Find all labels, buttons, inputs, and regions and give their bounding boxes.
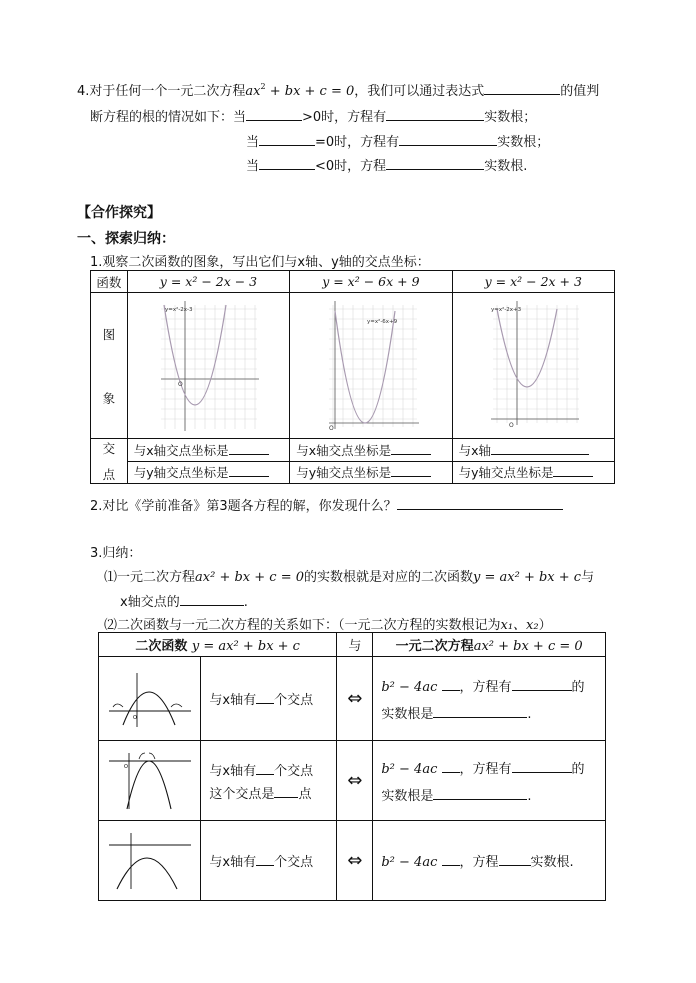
q4-cond2: =0时，方程有	[315, 135, 400, 150]
t1-xint-3: 与x轴	[452, 439, 614, 462]
t2-r3-arrow: ⇔	[337, 821, 373, 901]
t1-yint-1: 与y轴交点坐标是	[127, 461, 289, 484]
t1-graph-char2: 象	[102, 390, 116, 406]
t2-h1: 二次函数 y = ax² + bx + c	[99, 633, 337, 657]
t2-r1-count-blank[interactable]	[256, 690, 274, 704]
t2-r3-count-blank[interactable]	[256, 852, 274, 866]
q4-mid: ，我们可以通过表达式	[354, 84, 485, 99]
p1-a: ⑴一元二次方程	[104, 570, 196, 585]
graph-parabola-2	[321, 297, 421, 435]
t2-h3: 一元二次方程ax² + bx + c = 0	[373, 633, 606, 657]
p1-d: x轴交点的	[120, 595, 180, 610]
graph-parabola-1	[153, 297, 263, 435]
t1-xint-3-blank[interactable]	[491, 441, 589, 455]
t2-r1-sign-blank[interactable]	[442, 677, 460, 691]
item2-line	[90, 495, 563, 514]
q4-cond1: >0时，方程有	[302, 110, 387, 125]
t1-xint-2-blank[interactable]	[391, 441, 431, 455]
t1-header-label: 函数	[91, 271, 128, 293]
q4-line3	[246, 131, 549, 150]
t1-int-char1: 交	[102, 441, 116, 456]
p2-b: ）	[538, 618, 552, 633]
t2-r2-count-blank[interactable]	[256, 761, 274, 775]
graph-label-2: y=x²-6x+9	[366, 318, 398, 325]
p1-eq1: ax² + bx + c = 0	[195, 570, 304, 585]
svg-text:O: O	[123, 763, 128, 770]
table-relation	[98, 632, 606, 901]
p2-roots: x₁、x₂	[500, 618, 539, 633]
q4-blank-result3[interactable]	[386, 156, 484, 170]
t2-r2-right: b² − 4ac ，方程有 的 实数根是 .	[373, 741, 606, 821]
t2-r1-arrow: ⇔	[337, 657, 373, 741]
q4-blank-result1[interactable]	[386, 107, 484, 121]
p1-line2: x轴交点的 .	[120, 591, 248, 610]
q4-equation: $ax^2$ + bx + c = 0	[245, 82, 355, 99]
t2-r2-mid: 与x轴有 个交点 这个交点是 点	[201, 741, 337, 821]
q4-blank-cond3[interactable]	[259, 156, 315, 170]
p1-line1	[104, 566, 594, 585]
item2-blank[interactable]	[397, 496, 563, 510]
p2-line	[104, 614, 552, 633]
t2-r3-right: b² − 4ac ，方程 实数根.	[373, 821, 606, 901]
t2-r1-graph	[99, 657, 201, 741]
p2-a: ⑵二次函数与一元二次方程的关系如下：（一元二次方程的实数根记为	[104, 618, 501, 633]
t2-r2-point-blank[interactable]	[274, 784, 298, 798]
t2-h2: 与	[337, 633, 373, 657]
t2-r2-graph	[99, 741, 201, 821]
p1-blank[interactable]	[180, 592, 244, 606]
t1-yint-1-blank[interactable]	[229, 463, 269, 477]
section-title: 【合作探究】	[77, 205, 161, 221]
grid-3	[493, 305, 579, 423]
t1-xint-1-blank[interactable]	[229, 441, 269, 455]
q4-tail2: 实数根；	[497, 135, 550, 150]
graph-label-3: y=x²-2x+3	[491, 306, 522, 313]
t2-r1-right: b² − 4ac ，方程有 的 实数根是 .	[373, 657, 606, 741]
parabola-curve-2	[335, 311, 395, 423]
sketch-one-root	[105, 751, 195, 811]
t1-xint-2: 与x轴交点坐标是	[290, 439, 452, 462]
origin-label-2: O	[328, 424, 334, 432]
t2-r3-sign-blank[interactable]	[442, 852, 460, 866]
q4-tail3: 实数根.	[484, 159, 528, 174]
q4-blank-cond2[interactable]	[259, 132, 315, 146]
t1-xint-1: 与x轴交点坐标是	[127, 439, 289, 462]
t2-r1-kind-blank[interactable]	[512, 677, 572, 691]
graph-label-1: y=x²-2x-3	[165, 306, 194, 313]
q4-when3: 当	[246, 159, 260, 174]
q4-cond3: <0时，方程	[315, 159, 387, 174]
t1-int-label	[91, 439, 128, 484]
svg-text:O: O	[132, 714, 137, 721]
q4-suffix: 的值判	[560, 84, 600, 99]
t2-r3-kind-blank[interactable]	[499, 852, 531, 866]
t1-graph3-cell	[452, 293, 614, 439]
origin-label-1: O	[178, 380, 184, 388]
t1-func1: y = x² − 2x − 3	[127, 271, 289, 293]
t1-yint-2-blank[interactable]	[391, 463, 431, 477]
t2-r3-mid: 与x轴有 个交点	[201, 821, 337, 901]
item1-text: 1.观察二次函数的图象，写出它们与x轴、y轴的交点坐标：	[90, 255, 430, 270]
t2-r1-roots-blank[interactable]	[433, 704, 527, 718]
origin-label-3: O	[509, 421, 515, 429]
q4-when2: 当	[246, 135, 260, 150]
q4-line4	[246, 155, 527, 174]
t2-r2-kind-blank[interactable]	[512, 759, 572, 773]
item3-text: 3.归纳：	[90, 546, 142, 561]
table-function-graphs	[90, 270, 615, 484]
p1-eq2: y = ax² + bx + c	[473, 570, 582, 585]
t2-r1-mid: 与x轴有 个交点	[201, 657, 337, 741]
t2-r2-arrow: ⇔	[337, 741, 373, 821]
q4-line2	[90, 106, 536, 125]
t1-yint-3-blank[interactable]	[553, 463, 593, 477]
t1-func2: y = x² − 6x + 9	[290, 271, 452, 293]
t1-yint-3: 与y轴交点坐标是	[452, 461, 614, 484]
t1-int-char2: 点	[102, 467, 116, 482]
t1-graph1-cell	[127, 293, 289, 439]
q4-blank-cond1[interactable]	[246, 107, 302, 121]
sketch-no-root	[105, 831, 195, 891]
t1-graph-label	[91, 293, 128, 439]
t2-r3-graph	[99, 821, 201, 901]
q4-line2-start: 断方程的根的情况如下：当	[90, 110, 247, 125]
t2-r2-roots-blank[interactable]	[433, 786, 527, 800]
q4-tail1: 实数根；	[484, 110, 537, 125]
t1-graph-char1: 图	[102, 326, 116, 342]
graph-parabola-3	[485, 297, 581, 435]
q4-blank-result2[interactable]	[399, 132, 497, 146]
t1-graph2-cell	[290, 293, 452, 439]
p1-b: 的实数根就是对应的二次函数	[304, 570, 474, 585]
item2-text: 2.对比《学前准备》第3题各方程的解，你发现什么？	[90, 499, 397, 514]
p1-c: 与	[581, 570, 595, 585]
t1-yint-2: 与y轴交点坐标是	[290, 461, 452, 484]
t2-r2-sign-blank[interactable]	[442, 759, 460, 773]
t1-func3: y = x² − 2x + 3	[452, 271, 614, 293]
q4-blank-expression[interactable]	[484, 81, 560, 95]
sub-title: 一、探索归纳：	[77, 231, 175, 247]
sketch-two-roots	[105, 669, 195, 729]
q4-prefix: 4.对于任何一个一元二次方程	[77, 84, 246, 99]
q4-line1	[77, 80, 599, 99]
